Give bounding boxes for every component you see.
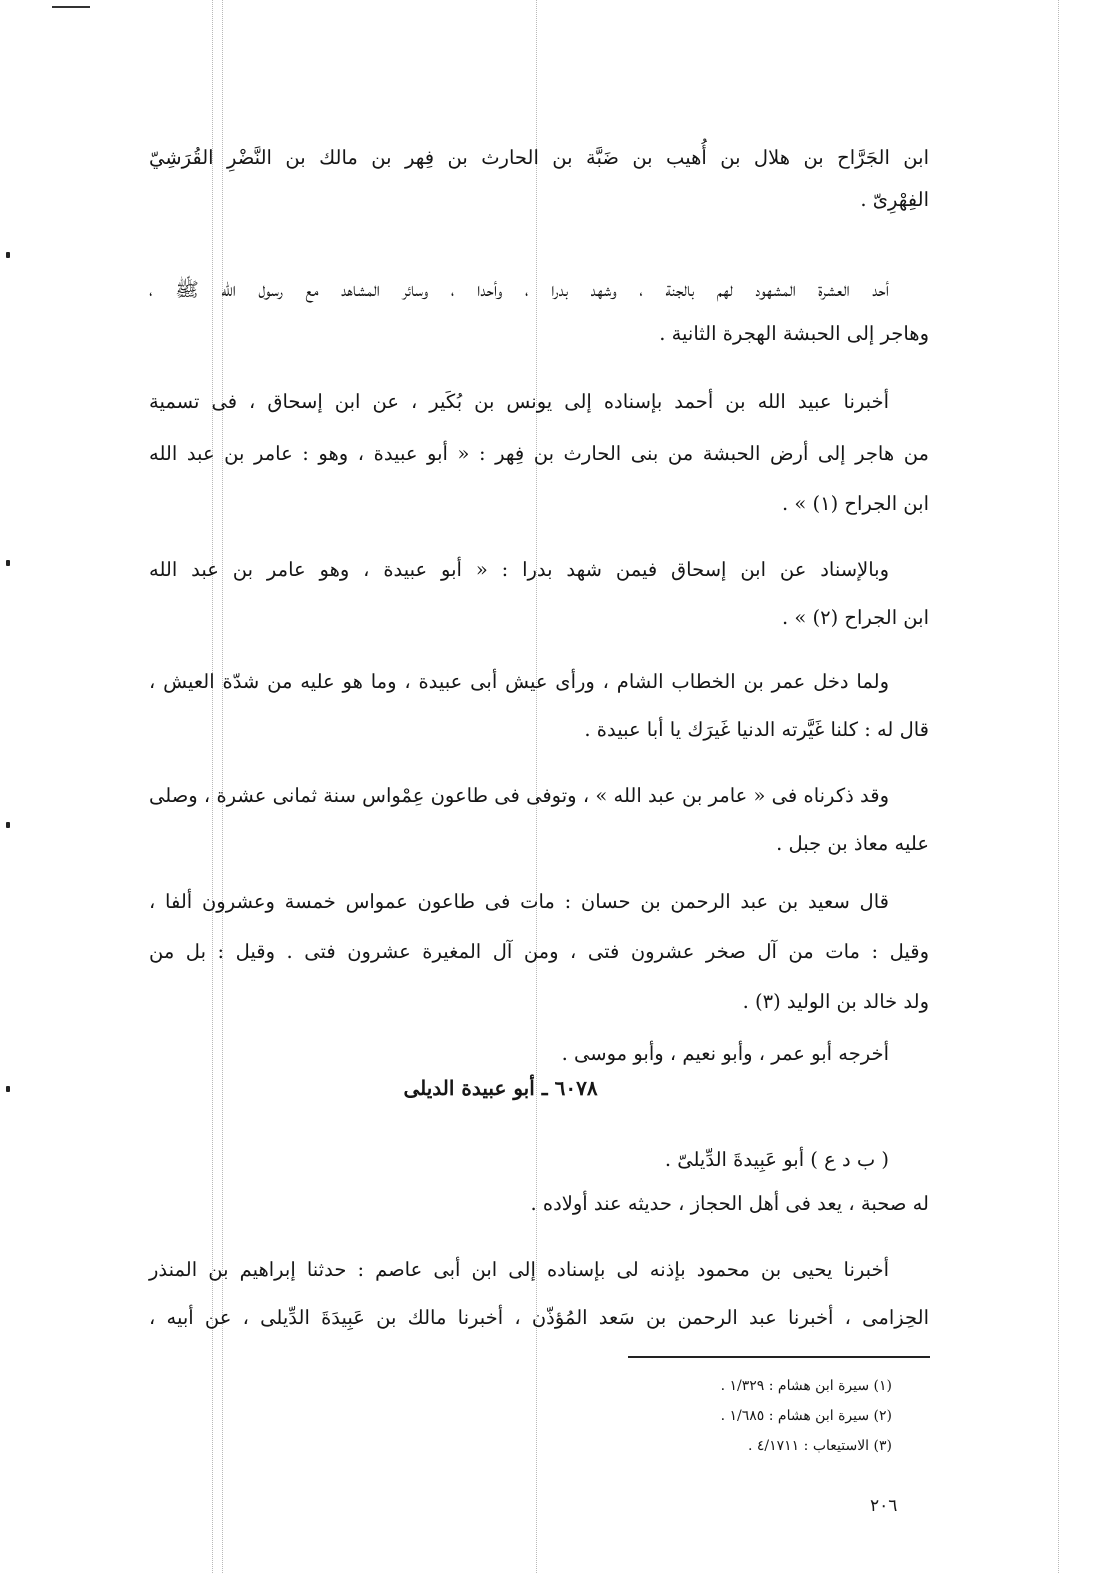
text-line: له صحبة ، يعد فى أهل الحجاز ، حديثه عند أولاده . <box>530 1192 929 1215</box>
margin-speck <box>6 252 10 258</box>
main-text <box>149 0 929 1360</box>
text-line: ابن الجراح (٢) » . <box>781 606 929 629</box>
text-line: وقد ذكرناه فى « عامر بن عبد الله » ، وتوفى فى طاعون عِمْواس سنة ثمانى عشرة ، وصلى <box>149 784 889 807</box>
text-line: أخبرنا عبيد الله بن أحمد بإسناده إلى يونس بن بُكَير ، عن ابن إسحاق ، فى تسمية <box>149 390 889 413</box>
text-line: قال له : كلنا غَيَّرته الدنيا غَيرَك يا أبا عبيدة . <box>584 718 929 741</box>
entry-heading-text: ٦٠٧٨ ـ أبو عبيدة الديلى <box>403 1076 598 1100</box>
text-line: ولد خالد بن الوليد (٣) . <box>742 990 929 1013</box>
text-line: الفِهْرِىّ . <box>860 188 929 211</box>
text-line: من هاجر إلى أرض الحبشة من بنى الحارث بن فِهر : « أبو عبيدة ، وهو : عامر بن عبد الله <box>149 442 929 465</box>
text-line: أخبرنا يحيى بن محمود بإذنه لى بإسناده إلى ابن أبى عاصم : حدثنا إبراهيم بن المنذر <box>149 1258 889 1281</box>
text-line: ابن الجراح (١) » . <box>781 492 929 515</box>
text-line: ابن الجَرَّاح بن هلال بن أُهيب بن ضَبَّة بن الحارث بن فِهر بن مالك بن النَّضْرِ القُرَشِيّ <box>149 146 929 169</box>
text-line: ( ب د ع ) أبو عَبِيدةَ الدِّيلىّ . <box>664 1148 889 1171</box>
text-line: أخرجه أبو عمر ، وأبو نعيم ، وأبو موسى . <box>561 1042 889 1065</box>
text-line: أحد العشرة المشهود لهم بالجنة ، وشهد بدرا ، وأحدا ، وسائر المشاهد مع رسول الله ﷺ ، <box>149 278 889 301</box>
text-line: الحِزامى ، أخبرنا عبد الرحمن بن سَعد المُؤذّن ، أخبرنا مالك بن عَبِيدَةَ الدِّيلى ، عن أبيه ، <box>149 1306 929 1329</box>
text-line: وهاجر إلى الحبشة الهجرة الثانية . <box>659 322 929 345</box>
entry-heading <box>0 1076 1097 1100</box>
footnote: (٣) الاستيعاب : ٤/١٧١١ . <box>747 1438 892 1454</box>
text-line: ولما دخل عمر بن الخطاب الشام ، ورأى عيش أبى عبيدة ، وما هو عليه من شدّة العيش ، <box>149 670 889 693</box>
footnote: (١) سيرة ابن هشام : ١/٣٢٩ . <box>720 1378 892 1394</box>
margin-speck <box>6 822 10 828</box>
page-number: ٢٠٦ <box>870 1496 898 1516</box>
margin-speck <box>6 560 10 566</box>
text-line: قال سعيد بن عبد الرحمن بن حسان : مات فى طاعون عمواس خمسة وعشرون ألفا ، <box>149 890 889 913</box>
text-line: وبالإسناد عن ابن إسحاق فيمن شهد بدرا : « أبو عبيدة ، وهو عامر بن عبد الله <box>149 558 889 581</box>
footnote-divider <box>628 1356 930 1358</box>
scan-fold-line <box>1058 0 1059 1573</box>
scan-corner-mark <box>52 6 90 8</box>
footnote: (٢) سيرة ابن هشام : ١/٦٨٥ . <box>720 1408 892 1424</box>
text-line: عليه معاذ بن جبل . <box>776 832 929 855</box>
text-line: وقيل : مات من آل صخر عشرون فتى ، ومن آل المغيرة عشرون فتى . وقيل : بل من <box>149 940 929 963</box>
